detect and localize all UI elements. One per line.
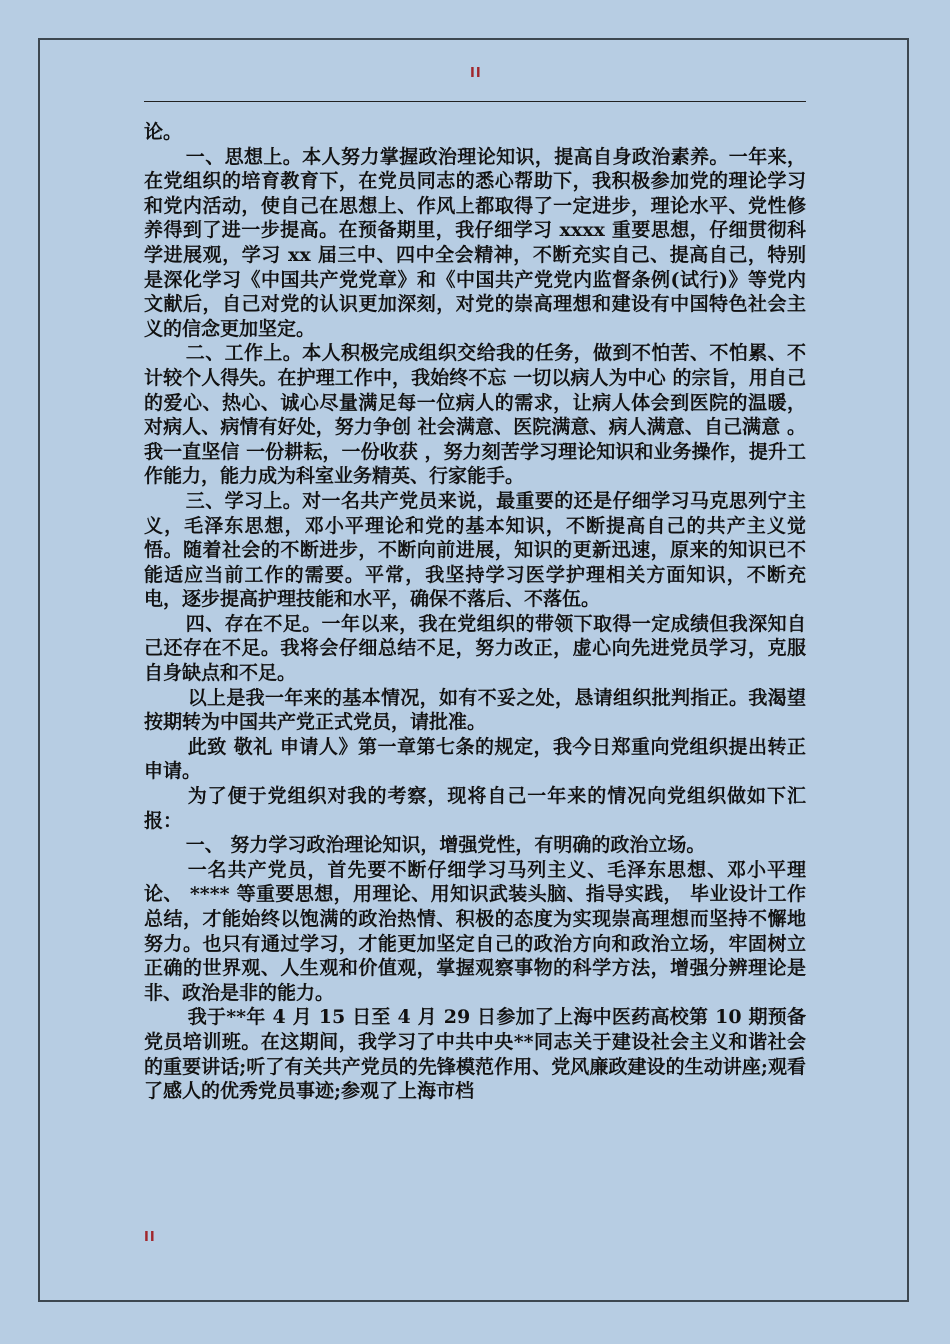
paragraph: 一名共产党员，首先要不断仔细学习马列主义、毛泽东思想、邓小平理论、 **** 等重要思想，用理论、用知识武装头脑、指导实践， 毕业设计工作总结，才能始终以饱满的政治热情、积极的态度为实现崇高理想而坚持不懈地努力。也只有通过学习，才能更加坚定自己的政治方向和政治立场，牢固树立正确的世界观、人生观和价值观，掌握观察事物的科学方法，增强分辨理论是非、政治是非的能力。 <box>144 858 806 1004</box>
paragraph: 二、工作上。本人积极完成组织交给我的任务，做到不怕苦、不怕累、不计较个人得失。在护理工作中，我始终不忘 一切以病人为中心 的宗旨，用自己的爱心、热心、诚心尽量满足每一位病人的需求，让病人体会到医院的温暖，对病人、病情有好处，努力争创 社会满意、医院满意、病人满意、自己满意 。我一直坚信 一份耕耘，一份收获 ，努力刻苦学习理论知识和业务操作，提升工作能力，能力成为科室业务精英、行家能手。 <box>144 342 806 488</box>
paragraph: 一、 努力学习政治理论知识，增强党性，有明确的政治立场。 <box>185 834 706 857</box>
paragraph: 为了便于党组织对我的考察，现将自己一年来的情况向党组织做如下汇报： <box>144 785 806 832</box>
paragraph: 三、学习上。对一名共产党员来说，最重要的还是仔细学习马克思列宁主义，毛泽东思想，邓小平理论和党的基本知识，不断提高自己的共产主义觉悟。随着社会的不断进步，不断向前进展，知识的更新迅速，原来的知识已不能适应当前工作的需要。平常，我坚持学习医学护理相关方面知识，不断充电，逐步提高护理技能和水平，确保不落后、不落伍。 <box>144 489 806 611</box>
paragraph: 四、存在不足。一年以来，我在党组织的带领下取得一定成绩但我深知自己还存在不足。我将会仔细总结不足，努力改正，虚心向先进党员学习，克服自身缺点和不足。 <box>144 612 806 685</box>
footer-mark: II <box>144 1230 156 1245</box>
header-mark: II <box>470 66 482 81</box>
paragraph: 我于**年 4 月 15 日至 4 月 29 日参加了上海中医药高校第 10 期预备党员培训班。在这期间，我学习了中共中央**同志关于建设社会主义和谐社会的重要讲话;听了有关共产党员的先锋模范作用、党风廉政建设的生动讲座;观看了感人的优秀党员事迹;参观了上海市档 <box>144 1006 806 1103</box>
paragraph: 一、思想上。本人努力掌握政治理论知识，提高自身政治素养。一年来，在党组织的培育教育下，在党员同志的悉心帮助下，我积极参加党的理论学习和党内活动，使自己在思想上、作风上都取得了一定进步，理论水平、党性修养得到了进一步提高。在预备期里，我仔细学习 xxxx 重要思想，仔细贯彻科学进展观，学习 xx 届三中、四中全会精神，不断充实自己、提高自己，特别是深化学习《中国共产党党章》和《中国共产党党内监督条例(试行)》等党内文献后，自己对党的认识更加深刻，对党的崇高理想和建设有中国特色社会主义的信念更加坚定。 <box>144 145 806 340</box>
document-body <box>144 120 806 1104</box>
paragraph: 论。 <box>144 121 183 143</box>
paragraph: 以上是我一年来的基本情况，如有不妥之处，恳请组织批判指正。我渴望按期转为中国共产党正式党员，请批准。 <box>144 686 806 734</box>
paragraph: 此致 敬礼 申请人》第一章第七条的规定，我今日郑重向党组织提出转正申请。 <box>144 735 806 783</box>
header-rule <box>144 101 806 102</box>
